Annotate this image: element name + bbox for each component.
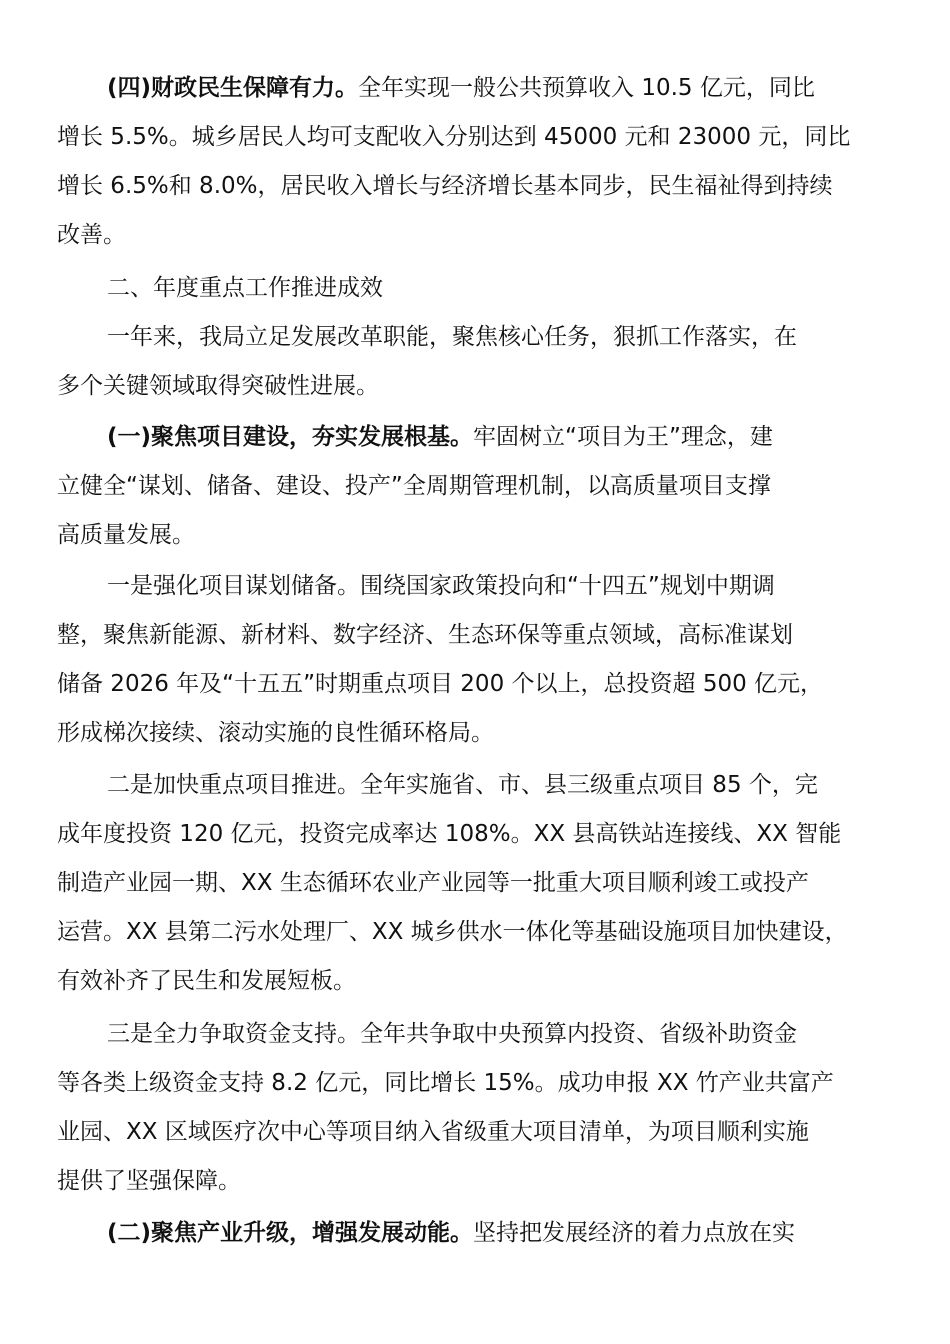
text-line <box>57 709 494 758</box>
section-heading-projects: (一)聚焦项目建设，夯实发展根基。 <box>107 424 474 450</box>
text-line <box>57 1157 241 1206</box>
text-run: 二是加快重点项目推进。全年实施省、市、县三级重点项目 85 个，完 <box>107 772 818 798</box>
text-line <box>57 462 771 511</box>
text-line <box>57 660 823 709</box>
text-run: 改善。 <box>57 222 126 248</box>
text-line <box>57 1059 834 1108</box>
text-run: 三是全力争取资金支持。全年共争取中央预算内投资、省级补助资金 <box>107 1021 797 1047</box>
text-line <box>57 211 126 260</box>
section-heading-fiscal: (四)财政民生保障有力。 <box>107 75 359 101</box>
text-line <box>57 511 195 560</box>
text-line <box>57 162 833 211</box>
text-run: 等各类上级资金支持 8.2 亿元，同比增长 15%。成功申报 XX 竹产业共富产 <box>57 1070 834 1096</box>
text-run: 全年实现一般公共预算收入 10.5 亿元，同比 <box>358 75 815 101</box>
text-line <box>57 859 809 908</box>
text-run: 运营。XX 县第二污水处理厂、XX 城乡供水一体化等基础设施项目加快建设， <box>57 919 848 945</box>
text-run: 提供了坚强保障。 <box>57 1168 241 1194</box>
text-line <box>107 761 818 810</box>
text-run: 业园、XX 区域医疗次中心等项目纳入省级重大项目清单，为项目顺利实施 <box>57 1119 809 1145</box>
text-line <box>107 313 797 362</box>
text-line <box>107 1010 797 1059</box>
text-line <box>57 611 793 660</box>
paragraph-heading-4-line <box>107 64 815 113</box>
text-run: 高质量发展。 <box>57 522 195 548</box>
text-run: 增长 5.5%。城乡居民人均可支配收入分别达到 45000 元和 23000 元，同比 <box>57 124 851 150</box>
text-run: 一是强化项目谋划储备。围绕国家政策投向和“十四五”规划中期调 <box>107 573 775 599</box>
text-run: 一年来，我局立足发展改革职能，聚焦核心任务，狠抓工作落实，在 <box>107 324 797 350</box>
text-run: 储备 2026 年及“十五五”时期重点项目 200 个以上，总投资超 500 亿元， <box>57 671 824 697</box>
text-run: 制造产业园一期、XX 生态循环农业产业园等一批重大项目顺利竣工或投产 <box>57 870 809 896</box>
text-run: 立健全“谋划、储备、建设、投产”全周期管理机制，以高质量项目支撑 <box>57 473 771 499</box>
text-line <box>107 562 775 611</box>
text-line <box>57 113 850 162</box>
text-line <box>57 908 848 957</box>
text-run: 整，聚焦新能源、新材料、数字经济、生态环保等重点领域，高标准谋划 <box>57 622 793 648</box>
text-run: 形成梯次接续、滚动实施的良性循环格局。 <box>57 720 494 746</box>
text-line <box>57 810 841 859</box>
section-title-line <box>107 264 383 313</box>
text-run: 成年度投资 120 亿元，投资完成率达 108%。XX 县高铁站连接线、XX 智能 <box>57 821 842 847</box>
section-title: 二、年度重点工作推进成效 <box>107 275 383 301</box>
text-line <box>57 1108 809 1157</box>
text-run: 牢固树立“项目为王”理念，建 <box>473 424 773 450</box>
paragraph-heading-1-line <box>107 413 773 462</box>
text-run: 多个关键领域取得突破性进展。 <box>57 373 379 399</box>
text-line <box>57 362 379 411</box>
text-run: 有效补齐了民生和发展短板。 <box>57 968 356 994</box>
paragraph-heading-2-line <box>107 1209 795 1258</box>
text-line <box>57 957 356 1006</box>
text-run: 坚持把发展经济的着力点放在实 <box>473 1220 796 1246</box>
text-run: 增长 6.5%和 8.0%，居民收入增长与经济增长基本同步，民生福祉得到持续 <box>57 173 833 199</box>
section-heading-industry: (二)聚焦产业升级，增强发展动能。 <box>107 1220 474 1246</box>
